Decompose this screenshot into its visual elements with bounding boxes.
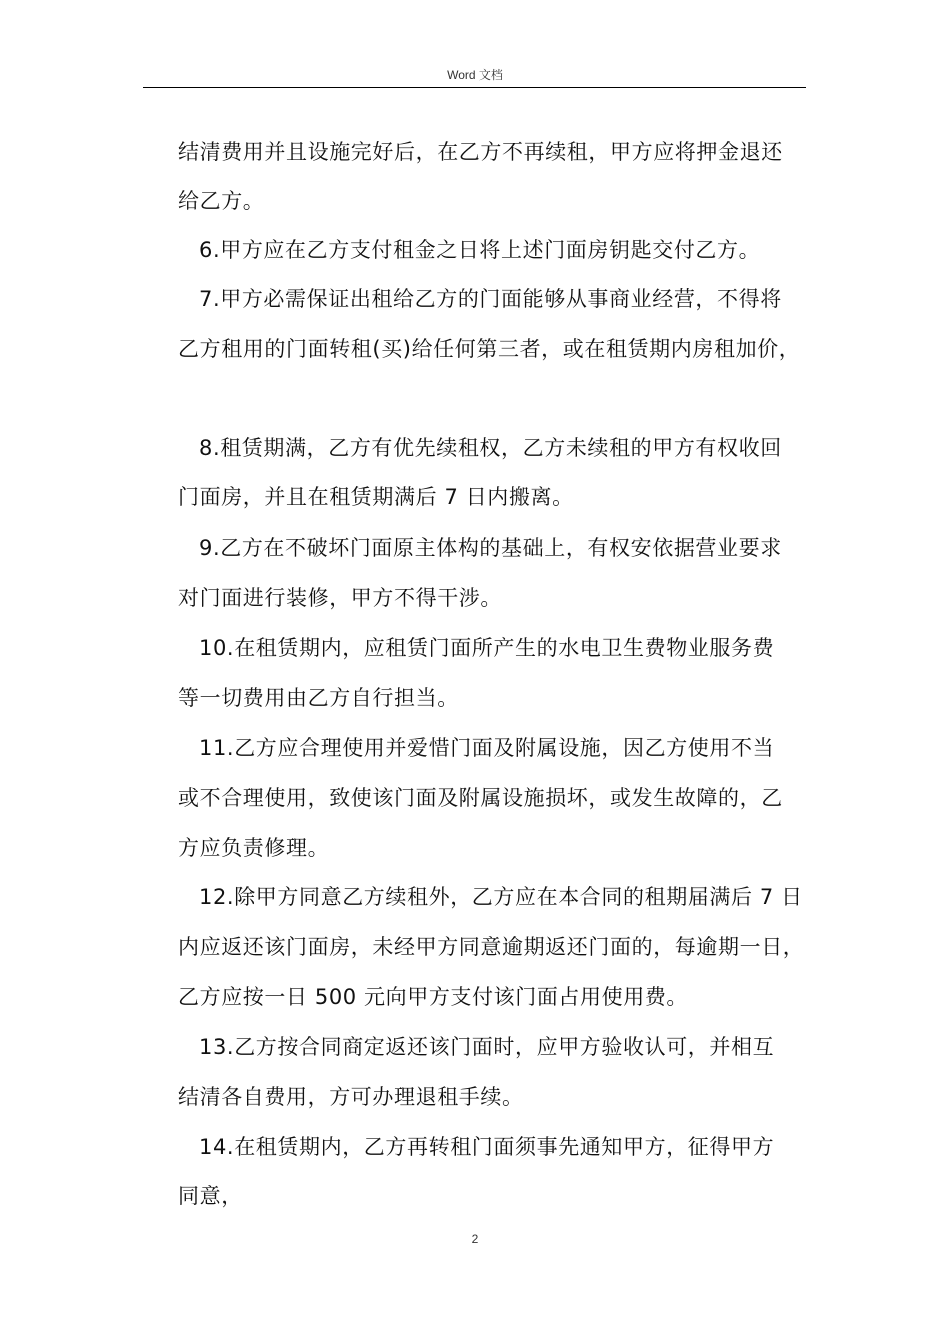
paragraph-line: 7.甲方必需保证出租给乙方的门面能够从事商业经营，不得将	[199, 287, 782, 311]
paragraph-line: 14.在租赁期内，乙方再转租门面须事先通知甲方，征得甲方	[199, 1135, 775, 1159]
page-number: 2	[471, 1232, 479, 1246]
paragraph-line: 10.在租赁期内，应租赁门面所产生的水电卫生费物业服务费	[199, 636, 775, 660]
paragraph-line: 方应负责修理。	[178, 836, 330, 860]
paragraph-line: 内应返还该门面房，未经甲方同意逾期返还门面的，每逾期一日，	[178, 935, 805, 959]
paragraph-line: 给乙方。	[178, 189, 265, 213]
paragraph-line: 门面房，并且在租赁期满后 7 日内搬离。	[178, 485, 574, 509]
header-rule	[143, 87, 806, 88]
paragraph-line: 12.除甲方同意乙方续租外，乙方应在本合同的租期届满后 7 日	[199, 885, 803, 909]
paragraph-line: 乙方应按一日 500 元向甲方支付该门面占用使用费。	[178, 985, 689, 1009]
paragraph-line: 11.乙方应合理使用并爱惜门面及附属设施，因乙方使用不当	[199, 736, 775, 760]
paragraph-line: 乙方租用的门面转租(买)给任何第三者，或在租赁期内房租加价，	[178, 337, 801, 361]
paragraph-line: 结清各自费用，方可办理退租手续。	[178, 1085, 524, 1109]
paragraph-line: 或不合理使用，致使该门面及附属设施损坏，或发生故障的，乙	[178, 786, 783, 810]
paragraph-line: 9.乙方在不破坏门面原主体构的基础上，有权安依据营业要求	[199, 536, 782, 560]
paragraph-line: 8.租赁期满，乙方有优先续租权，乙方未续租的甲方有权收回	[199, 436, 782, 460]
paragraph-line: 对门面进行装修，甲方不得干涉。	[178, 586, 502, 610]
page-header: Word 文档	[447, 68, 503, 82]
paragraph-line: 6.甲方应在乙方支付租金之日将上述门面房钥匙交付乙方。	[199, 238, 761, 262]
paragraph-line: 同意，	[178, 1184, 243, 1208]
paragraph-line: 13.乙方按合同商定返还该门面时，应甲方验收认可，并相互	[199, 1035, 775, 1059]
paragraph-line: 等一切费用由乙方自行担当。	[178, 686, 459, 710]
paragraph-line: 结清费用并且设施完好后，在乙方不再续租，甲方应将押金退还	[178, 140, 783, 164]
